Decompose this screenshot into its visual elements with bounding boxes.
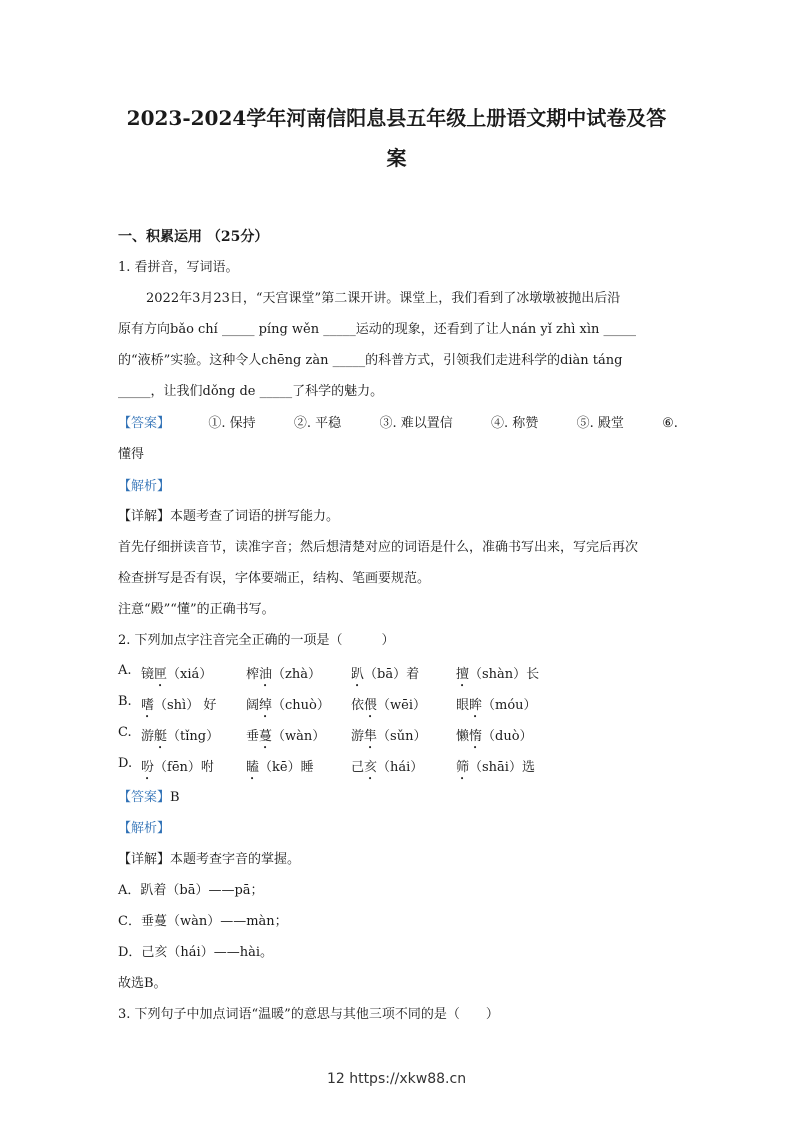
q2-answer [118, 789, 180, 807]
option-text: （shì） 好 [154, 698, 217, 713]
option-text: 游 [351, 729, 365, 744]
option-item [351, 663, 419, 690]
analysis-label: 【解析】 [118, 479, 171, 494]
q1-line: 2022年3月23日，“天宫课堂”第二课开讲。课堂上，我们看到了冰墩墩被抛出后沿 [146, 291, 621, 306]
dotted-character: 隼 [364, 729, 378, 744]
option-text: 眼 [456, 698, 470, 713]
option-text: （duò） [482, 729, 533, 744]
section-heading: 一、积累运用 （25分） [118, 229, 269, 245]
detail-line: A．趴着（bā）——pā； [118, 883, 264, 898]
answer-item: ⑥. [662, 416, 678, 431]
detail-line: 注意“殿”“懂”的正确书写。 [118, 602, 275, 617]
option-item [246, 694, 330, 721]
option-text: （xiá） [167, 667, 213, 682]
q1-answer-row [118, 415, 678, 433]
option-text: （tǐng） [167, 729, 220, 744]
q1-stem: 1. 看拼音，写词语。 [118, 260, 239, 275]
dotted-character: 趴 [351, 667, 365, 682]
option-text: 己 [351, 760, 365, 775]
answer-item: ③. 难以置信 [379, 416, 453, 431]
option-item [141, 756, 214, 783]
answer-item: ①. 保持 [208, 416, 256, 431]
dotted-character: 惰 [469, 729, 483, 744]
answer-item: ④. 称赞 [491, 416, 539, 431]
option-text: 懒 [456, 729, 470, 744]
option-text: 依 [351, 698, 365, 713]
option-text: 阔 [246, 698, 260, 713]
answer-continuation: 懂得 [118, 447, 145, 462]
dotted-character: 嗜 [141, 698, 155, 713]
option-text: （chuò） [272, 698, 330, 713]
detail-line: 首先仔细拼读音节，读准字音；然后想清楚对应的词语是什么，准确书写出来，写完后再次 [118, 540, 639, 555]
detail-line: D．己亥（hái）——hài。 [118, 945, 273, 960]
dotted-character: 绰 [259, 698, 273, 713]
option-item [141, 694, 216, 721]
answer-label: 【答案】 [118, 416, 171, 431]
option-text: （fēn）咐 [154, 760, 214, 775]
option-item [246, 663, 321, 690]
dotted-character: 筛 [456, 760, 470, 775]
dotted-character: 偎 [364, 698, 378, 713]
option-label: A. [118, 663, 132, 678]
answer-label: 【答案】 [118, 790, 171, 805]
document-title-line2: 案 [386, 146, 407, 170]
dotted-character: 瞌 [246, 760, 260, 775]
option-item [246, 756, 314, 783]
answer-value: B [170, 790, 180, 805]
q1-line: _____，让我们dǒng de _____了科学的魅力。 [118, 384, 384, 399]
option-item [141, 725, 219, 752]
detail-line: 故选B。 [118, 976, 167, 991]
document-title-line1: 2023-2024学年河南信阳息县五年级上册语文期中试卷及答 [126, 106, 667, 130]
option-label: D. [118, 756, 133, 771]
option-item [351, 725, 426, 752]
answer-item: ⑤. 殿堂 [576, 416, 624, 431]
option-text: 镜 [141, 667, 155, 682]
detail-line: 【详解】本题考查了词语的拼写能力。 [118, 509, 340, 524]
option-text: 游 [141, 729, 155, 744]
option-item [456, 694, 537, 721]
option-text: （wēi） [377, 698, 427, 713]
option-item [351, 694, 426, 721]
q2-stem: 2. 下列加点字注音完全正确的一项是（ ） [118, 633, 395, 648]
option-text: （shàn）长 [469, 667, 540, 682]
analysis-label: 【解析】 [118, 821, 171, 836]
dotted-character: 擅 [456, 667, 470, 682]
option-item [456, 663, 539, 690]
option-text: （kē）睡 [259, 760, 314, 775]
page-footer: 12 https://xkw88.cn [326, 1071, 467, 1087]
option-text: （bā）着 [364, 667, 420, 682]
detail-line: 【详解】本题考查字音的掌握。 [118, 852, 301, 867]
option-item [351, 756, 423, 783]
option-text: （sǔn） [377, 729, 427, 744]
option-text: （hái） [377, 760, 424, 775]
option-text: 榨 [246, 667, 260, 682]
detail-line: 检查拼写是否有误，字体要端正，结构、笔画要规范。 [118, 571, 431, 586]
option-text: （móu） [482, 698, 537, 713]
q3-stem: 3. 下列句子中加点词语“温暖”的意思与其他三项不同的是（ ） [118, 1007, 499, 1022]
dotted-character: 眸 [469, 698, 483, 713]
option-text: 垂 [246, 729, 260, 744]
option-label: C. [118, 725, 132, 740]
q1-line: 原有方向bǎo chí _____ píng wěn _____运动的现象，还看到了让人nán yǐ zhì xìn _____ [118, 322, 637, 337]
option-item [246, 725, 325, 752]
dotted-character: 匣 [154, 667, 168, 682]
option-item [456, 756, 535, 783]
dotted-character: 亥 [364, 760, 378, 775]
option-item [456, 725, 533, 752]
option-label: B. [118, 694, 132, 709]
option-text: （zhà） [272, 667, 322, 682]
dotted-character: 油 [259, 667, 273, 682]
dotted-character: 艇 [154, 729, 168, 744]
dotted-character: 蔓 [259, 729, 273, 744]
dotted-character: 吩 [141, 760, 155, 775]
option-text: （wàn） [272, 729, 326, 744]
answer-item: ②. 平稳 [293, 416, 342, 431]
option-text: （shāi）选 [469, 760, 535, 775]
detail-line: C．垂蔓（wàn）——màn； [118, 914, 288, 929]
option-item [141, 663, 212, 690]
q1-line: 的“液桥”实验。这种令人chēng zàn _____的科普方式，引领我们走进科学的diàn táng [118, 353, 623, 368]
